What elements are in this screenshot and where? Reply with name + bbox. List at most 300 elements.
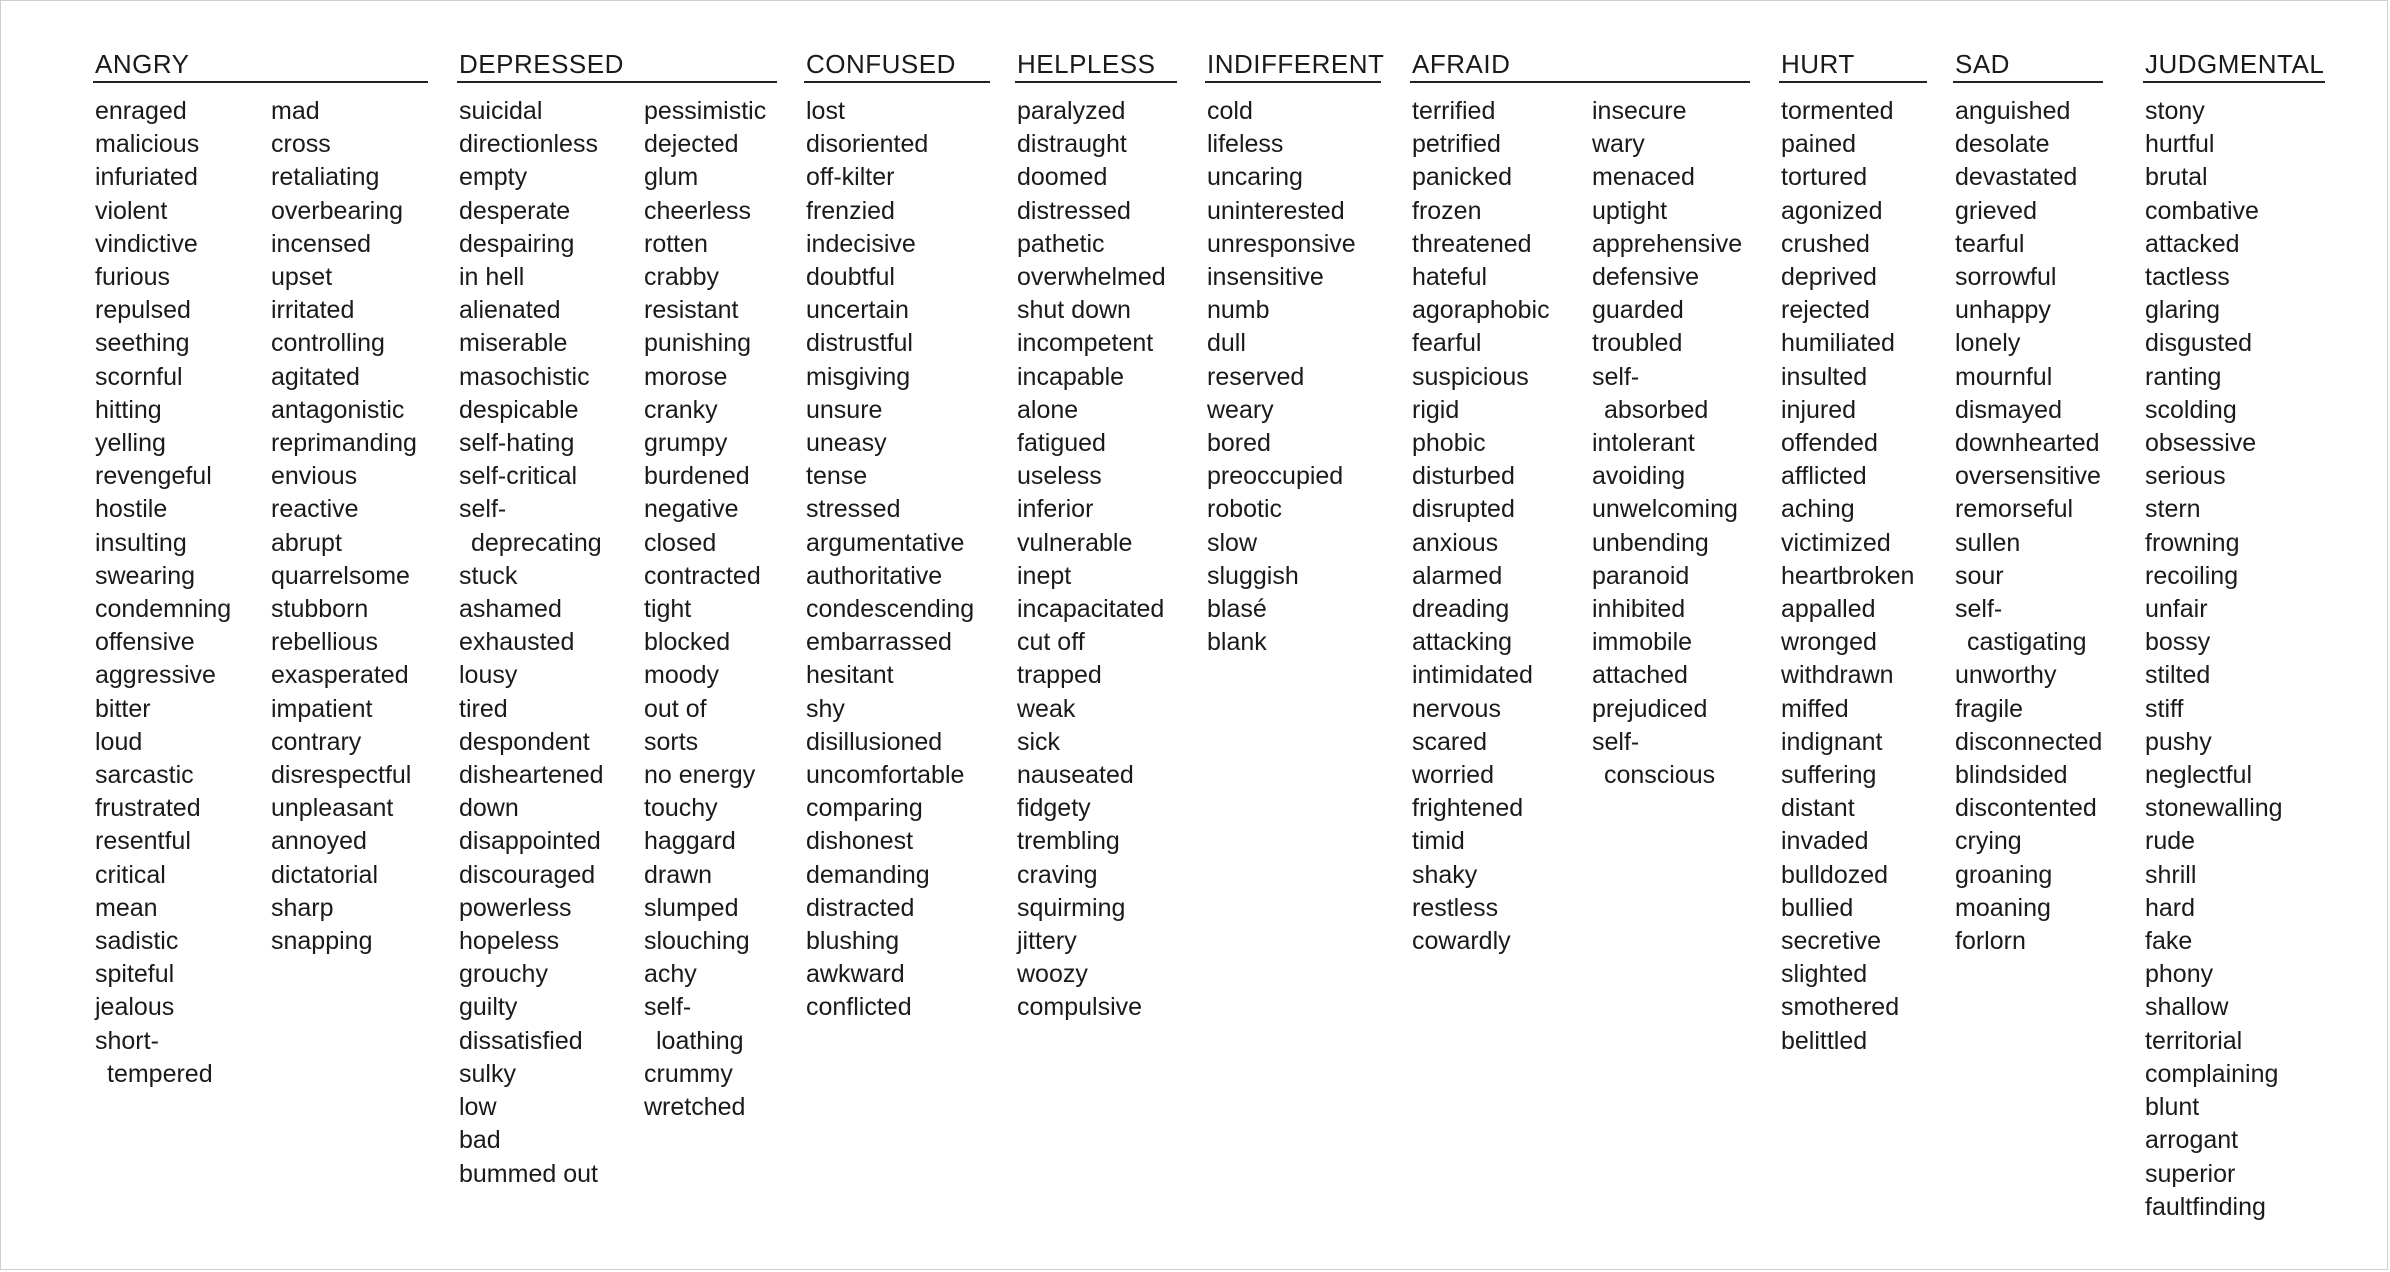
feeling-word: sluggish (1207, 561, 1299, 590)
feeling-word: remorseful (1955, 495, 2074, 524)
feeling-word: uncomfortable (806, 761, 965, 790)
feeling-word: preoccupied (1207, 462, 1344, 491)
feeling-word: groaning (1955, 860, 2053, 889)
feeling-word: weary (1207, 395, 1274, 424)
category-judgmental (2143, 47, 2343, 1224)
feeling-word: envious (271, 462, 358, 491)
feeling-word: desperate (459, 196, 571, 225)
feeling-word: bulldozed (1781, 860, 1889, 889)
feeling-word: rejected (1781, 296, 1870, 325)
feeling-word: incapable (1017, 362, 1125, 391)
feeling-word: frenzied (806, 196, 895, 225)
feeling-word: bored (1207, 429, 1271, 458)
feeling-word: mean (95, 893, 158, 922)
feeling-word: unhappy (1955, 296, 2051, 325)
feeling-word: scornful (95, 362, 183, 391)
category-header: JUDGMENTAL (2143, 47, 2325, 83)
feeling-word: seething (95, 329, 190, 358)
feeling-word: upset (271, 263, 333, 292)
category-header: SAD (1953, 47, 2103, 83)
feeling-word: shaky (1412, 860, 1478, 889)
feeling-word: neglectful (2145, 761, 2253, 790)
feeling-word: pained (1781, 130, 1857, 159)
feeling-word: disconnected (1955, 727, 2103, 756)
feeling-word: blocked (644, 628, 731, 657)
feeling-word: offended (1781, 429, 1878, 458)
feeling-word: recoiling (2145, 561, 2239, 590)
category-header: CONFUSED (804, 47, 990, 83)
feeling-word: shy (806, 694, 845, 723)
feeling-word: weak (1017, 694, 1076, 723)
feeling-word: uninterested (1207, 196, 1345, 225)
feeling-word: reactive (271, 495, 359, 524)
feeling-word: moaning (1955, 893, 2051, 922)
feeling-word: paralyzed (1017, 97, 1126, 125)
feeling-word: nervous (1412, 694, 1501, 723)
feeling-word: petrified (1412, 130, 1501, 159)
feeling-word: guarded (1592, 296, 1684, 325)
feeling-word: fatigued (1017, 429, 1106, 458)
feeling-word: appalled (1781, 595, 1876, 624)
feeling-word: disrupted (1412, 495, 1515, 524)
feeling-word: mad (271, 97, 320, 125)
feeling-word: stiff (2145, 694, 2184, 723)
feeling-word: castigating (1967, 628, 2087, 657)
feeling-word: inhibited (1592, 595, 1686, 624)
feeling-word: abrupt (271, 528, 342, 557)
feeling-word: fidgety (1017, 794, 1091, 823)
feeling-word: retaliating (271, 163, 380, 192)
feeling-word: reserved (1207, 362, 1305, 391)
feeling-word: alarmed (1412, 561, 1503, 590)
feeling-word: desolate (1955, 130, 2050, 159)
feeling-word: alone (1017, 395, 1079, 424)
feeling-word: touchy (644, 794, 718, 823)
feeling-word: vulnerable (1017, 528, 1133, 557)
feeling-word: scolding (2145, 395, 2237, 424)
feeling-word: fragile (1955, 694, 2024, 723)
feeling-word: discouraged (459, 860, 596, 889)
feeling-word: contrary (271, 727, 362, 756)
feeling-word: directionless (459, 130, 598, 159)
word-column (269, 95, 429, 1091)
feeling-word: bitter (95, 694, 151, 723)
feeling-word: unsure (806, 395, 883, 424)
feeling-word: stubborn (271, 595, 369, 624)
category-helpless (1015, 47, 1195, 1025)
feeling-word: empty (459, 163, 528, 192)
feeling-word: comparing (806, 794, 923, 823)
feeling-word: annoyed (271, 827, 367, 856)
feeling-word: hard (2145, 893, 2196, 922)
feeling-word: distant (1781, 794, 1855, 823)
feeling-word: humiliated (1781, 329, 1895, 358)
feeling-word: exasperated (271, 661, 409, 690)
feeling-word: smothered (1781, 993, 1900, 1022)
feeling-word: blank (1207, 628, 1267, 657)
feeling-word: attacking (1412, 628, 1513, 657)
category-depressed (457, 47, 777, 1191)
feeling-word: swearing (95, 561, 196, 590)
feeling-word: complaining (2145, 1059, 2279, 1088)
feeling-word: dreading (1412, 595, 1510, 624)
word-column (1590, 95, 1755, 958)
feeling-word: stilted (2145, 661, 2211, 690)
feeling-word: superior (2145, 1159, 2236, 1188)
feeling-word: repulsed (95, 296, 191, 325)
feeling-word: injured (1781, 395, 1857, 424)
feeling-word: crummy (644, 1059, 733, 1088)
feeling-word: sorrowful (1955, 263, 2057, 292)
feeling-word: closed (644, 528, 717, 557)
feeling-word: masochistic (459, 362, 590, 391)
feeling-word: achy (644, 960, 697, 989)
feeling-word: blindsided (1955, 761, 2068, 790)
feeling-word: nauseated (1017, 761, 1134, 790)
feeling-word: cross (271, 130, 331, 159)
feeling-word: sick (1017, 727, 1061, 756)
feeling-word: troubled (1592, 329, 1683, 358)
feeling-word: malicious (95, 130, 200, 159)
feeling-word: infuriated (95, 163, 198, 192)
feeling-word: suicidal (459, 97, 543, 125)
feeling-word: victimized (1781, 528, 1891, 557)
feeling-word: heartbroken (1781, 561, 1915, 590)
feeling-word: condescending (806, 595, 975, 624)
feeling-word: dictatorial (271, 860, 378, 889)
word-column (642, 95, 777, 1191)
feeling-word: dissatisfied (459, 1026, 583, 1055)
feeling-word: controlling (271, 329, 385, 358)
feeling-word: inept (1017, 561, 1072, 590)
feeling-word: miffed (1781, 694, 1849, 723)
feeling-word: guilty (459, 993, 518, 1022)
category-afraid (1410, 47, 1755, 958)
feeling-word: hesitant (806, 661, 894, 690)
feeling-word: lonely (1955, 329, 2021, 358)
feeling-word: jittery (1017, 927, 1077, 956)
feeling-word: dejected (644, 130, 739, 159)
feeling-word: faultfinding (2145, 1192, 2266, 1221)
feeling-word: squirming (1017, 893, 1126, 922)
feeling-word: negative (644, 495, 739, 524)
feeling-word: doomed (1017, 163, 1108, 192)
feeling-word: grieved (1955, 196, 2037, 225)
feeling-word: cheerless (644, 196, 751, 225)
feeling-word: disturbed (1412, 462, 1515, 491)
feeling-word: pushy (2145, 727, 2212, 756)
feeling-word: stuck (459, 561, 518, 590)
feeling-word: frightened (1412, 794, 1524, 823)
feeling-word: deprived (1781, 263, 1877, 292)
feeling-word: disheartened (459, 761, 604, 790)
feeling-word: doubtful (806, 263, 895, 292)
feeling-word: uptight (1592, 196, 1668, 225)
word-column (1953, 95, 2133, 958)
feeling-word: trembling (1017, 827, 1120, 856)
feeling-word: anxious (1412, 528, 1499, 557)
feeling-word: defensive (1592, 263, 1700, 292)
feeling-word: authoritative (806, 561, 943, 590)
feeling-word: arrogant (2145, 1126, 2239, 1155)
feeling-word: haggard (644, 827, 736, 856)
word-column (804, 95, 1004, 1025)
feeling-word: unpleasant (271, 794, 394, 823)
feeling-word: slumped (644, 893, 739, 922)
feeling-word: distracted (806, 893, 915, 922)
feeling-word: glum (644, 163, 699, 192)
feeling-word: dismayed (1955, 395, 2062, 424)
feeling-word: down (459, 794, 519, 823)
feeling-word: wretched (644, 1093, 746, 1122)
feeling-word: suffering (1781, 761, 1877, 790)
feeling-word: disgusted (2145, 329, 2253, 358)
feeling-word: loud (95, 727, 143, 756)
feeling-word: wronged (1781, 628, 1877, 657)
feeling-word: compulsive (1017, 993, 1143, 1022)
category-confused (804, 47, 1004, 1025)
feeling-word: off-kilter (806, 163, 895, 192)
feeling-word: antagonistic (271, 395, 405, 424)
feeling-word: sour (1955, 561, 2004, 590)
feeling-word: rotten (644, 229, 708, 258)
feeling-word: incompetent (1017, 329, 1154, 358)
feeling-word: snapping (271, 927, 373, 956)
feeling-word: menaced (1592, 163, 1695, 192)
feeling-word: blunt (2145, 1093, 2200, 1122)
feeling-word: agoraphobic (1412, 296, 1550, 325)
feeling-word: forlorn (1955, 927, 2026, 956)
feeling-word: bummed out (459, 1159, 598, 1188)
feeling-word: incapacitated (1017, 595, 1165, 624)
feeling-word: grumpy (644, 429, 728, 458)
feeling-word: unworthy (1955, 661, 2057, 690)
feeling-word: sulky (459, 1059, 516, 1088)
feeling-word: lifeless (1207, 130, 1284, 159)
feeling-word: frowning (2145, 528, 2240, 557)
feeling-word: sullen (1955, 528, 2021, 557)
feeling-word: despondent (459, 727, 590, 756)
feeling-word: serious (2145, 462, 2226, 491)
feeling-word: unresponsive (1207, 229, 1356, 258)
feeling-word: agitated (271, 362, 360, 391)
category-header: HURT (1779, 47, 1927, 83)
feeling-word: self- (459, 495, 507, 524)
category-sad (1953, 47, 2133, 958)
feeling-word: afflicted (1781, 462, 1867, 491)
feeling-word: uncaring (1207, 163, 1303, 192)
feeling-word: lost (806, 97, 845, 125)
feeling-word: crushed (1781, 229, 1870, 258)
feeling-word: slouching (644, 927, 750, 956)
feeling-word: pessimistic (644, 97, 767, 125)
category-header: DEPRESSED (457, 47, 777, 83)
feeling-word: enraged (95, 97, 187, 125)
feeling-word: tactless (2145, 263, 2230, 292)
feeling-word: bullied (1781, 893, 1854, 922)
feeling-word: tight (644, 595, 692, 624)
feeling-word: threatened (1412, 229, 1532, 258)
feeling-word: unwelcoming (1592, 495, 1738, 524)
feeling-word: territorial (2145, 1026, 2243, 1055)
feeling-word: belittled (1781, 1026, 1868, 1055)
feeling-word: uneasy (806, 429, 887, 458)
feeling-word: deprecating (471, 528, 602, 557)
feeling-word: immobile (1592, 628, 1693, 657)
feeling-word: indignant (1781, 727, 1883, 756)
feeling-word: aching (1781, 495, 1855, 524)
feeling-word: devastated (1955, 163, 2078, 192)
category-angry (93, 47, 429, 1091)
feeling-word: morose (644, 362, 728, 391)
category-header: AFRAID (1410, 47, 1750, 83)
feeling-word: slow (1207, 528, 1258, 557)
feeling-word: blushing (806, 927, 900, 956)
feeling-word: glaring (2145, 296, 2221, 325)
feeling-word: avoiding (1592, 462, 1686, 491)
feeling-word: contracted (644, 561, 761, 590)
feeling-word: shrill (2145, 860, 2197, 889)
feeling-word: discontented (1955, 794, 2097, 823)
feeling-word: hateful (1412, 263, 1488, 292)
feeling-word: in hell (459, 263, 525, 292)
feeling-word: cold (1207, 97, 1253, 125)
feeling-word: insulting (95, 528, 187, 557)
feeling-word: violent (95, 196, 168, 225)
feeling-word: self- (644, 993, 692, 1022)
feeling-word: unbending (1592, 528, 1709, 557)
feeling-word: aggressive (95, 661, 216, 690)
feeling-word: invaded (1781, 827, 1869, 856)
feeling-word: sharp (271, 893, 334, 922)
feeling-word: wary (1592, 130, 1645, 159)
feeling-word: despicable (459, 395, 579, 424)
feeling-word: useless (1017, 462, 1102, 491)
feeling-word: reprimanding (271, 429, 417, 458)
word-column (2143, 95, 2343, 1224)
feeling-word: disappointed (459, 827, 601, 856)
feeling-word: powerless (459, 893, 572, 922)
feeling-word: suspicious (1412, 362, 1529, 391)
feeling-word: conscious (1604, 761, 1716, 790)
feeling-word: impatient (271, 694, 373, 723)
feeling-word: disoriented (806, 130, 929, 159)
feeling-word: self- (1592, 362, 1640, 391)
feeling-word: bossy (2145, 628, 2211, 657)
feeling-word: quarrelsome (271, 561, 410, 590)
feeling-word: alienated (459, 296, 561, 325)
feeling-word: inferior (1017, 495, 1094, 524)
feeling-word: distraught (1017, 130, 1127, 159)
feeling-word: stern (2145, 495, 2201, 524)
feeling-word: condemning (95, 595, 232, 624)
feeling-word: brutal (2145, 163, 2208, 192)
feeling-word: downhearted (1955, 429, 2100, 458)
feeling-word: insensitive (1207, 263, 1324, 292)
feeling-word: timid (1412, 827, 1465, 856)
feeling-word: stony (2145, 97, 2205, 125)
feeling-word: sarcastic (95, 761, 194, 790)
feeling-word: overbearing (271, 196, 404, 225)
feeling-word: crying (1955, 827, 2022, 856)
feeling-word: intolerant (1592, 429, 1695, 458)
feeling-word: sorts (644, 727, 699, 756)
feeling-word: sadistic (95, 927, 179, 956)
feeling-word: restless (1412, 893, 1499, 922)
feeling-word: insecure (1592, 97, 1687, 125)
feeling-word: shallow (2145, 993, 2229, 1022)
feeling-word: frustrated (95, 794, 201, 823)
word-column (1779, 95, 1949, 1058)
feeling-word: embarrassed (806, 628, 952, 657)
feeling-word: fake (2145, 927, 2193, 956)
feeling-word: shut down (1017, 296, 1131, 325)
feeling-word: self-critical (459, 462, 578, 491)
category-header: INDIFFERENT (1205, 47, 1381, 83)
feeling-word: yelling (95, 429, 166, 458)
category-indifferent (1205, 47, 1385, 659)
feeling-word: incensed (271, 229, 372, 258)
feeling-word: cranky (644, 395, 718, 424)
feeling-word: demanding (806, 860, 930, 889)
feeling-word: dull (1207, 329, 1246, 358)
feeling-word: conflicted (806, 993, 912, 1022)
feeling-word: despairing (459, 229, 575, 258)
word-column (93, 95, 269, 1091)
feeling-word: out of (644, 694, 707, 723)
feeling-word: argumentative (806, 528, 965, 557)
feeling-word: anguished (1955, 97, 2071, 125)
feeling-word: resentful (95, 827, 191, 856)
word-column (1015, 95, 1195, 1025)
feeling-word: distrustful (806, 329, 913, 358)
feeling-word: insulted (1781, 362, 1868, 391)
feeling-word: worried (1412, 761, 1494, 790)
feeling-word: tearful (1955, 229, 2025, 258)
feeling-word: oversensitive (1955, 462, 2101, 491)
feeling-word: combative (2145, 196, 2259, 225)
feeling-word: agonized (1781, 196, 1883, 225)
feeling-word: spiteful (95, 960, 175, 989)
feeling-word: scared (1412, 727, 1488, 756)
feeling-word: jealous (95, 993, 175, 1022)
feeling-word: furious (95, 263, 171, 292)
feeling-word: stonewalling (2145, 794, 2283, 823)
feeling-word: resistant (644, 296, 739, 325)
feeling-word: pathetic (1017, 229, 1105, 258)
feeling-word: disrespectful (271, 761, 412, 790)
feeling-word: unfair (2145, 595, 2208, 624)
feeling-word: crabby (644, 263, 720, 292)
feeling-word: critical (95, 860, 166, 889)
feeling-word: revengeful (95, 462, 212, 491)
feeling-word: miserable (459, 329, 568, 358)
word-column (1205, 95, 1385, 659)
feeling-word: no energy (644, 761, 756, 790)
feeling-word: attached (1592, 661, 1688, 690)
feeling-word: punishing (644, 329, 752, 358)
feeling-word: apprehensive (1592, 229, 1743, 258)
category-header: HELPLESS (1015, 47, 1177, 83)
feeling-word: fearful (1412, 329, 1482, 358)
feeling-word: drawn (644, 860, 713, 889)
feeling-word: slighted (1781, 960, 1868, 989)
feeling-word: tense (806, 462, 868, 491)
feeling-word: dishonest (806, 827, 914, 856)
feeling-word: withdrawn (1781, 661, 1894, 690)
feeling-word: vindictive (95, 229, 198, 258)
feeling-word: terrified (1412, 97, 1496, 125)
